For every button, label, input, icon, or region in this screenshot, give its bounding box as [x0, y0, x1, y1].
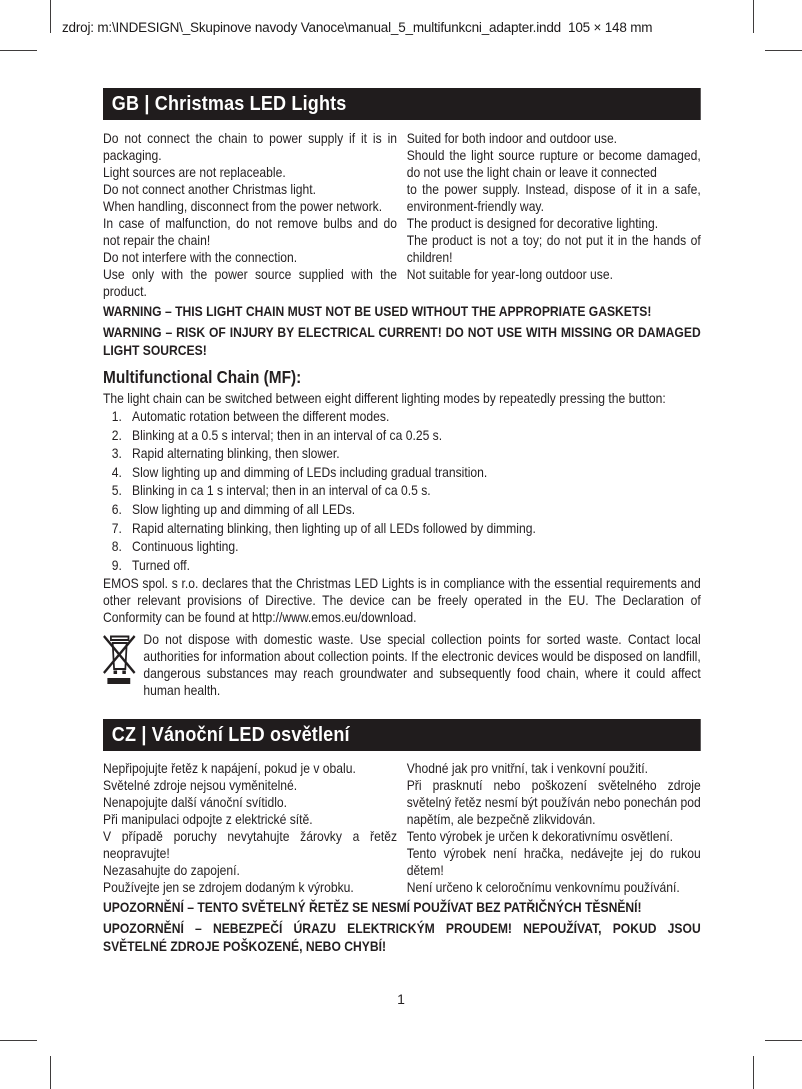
crop-mark-bottom-right-horizontal	[765, 1040, 802, 1041]
instruction-paragraph: Use only with the power source supplied with the product.	[103, 267, 398, 299]
manual-page-content	[103, 88, 701, 956]
crop-mark-top-right-horizontal	[765, 50, 802, 51]
instruction-paragraph: Světelné zdroje nejsou vyměnitelné.	[103, 778, 298, 794]
lighting-mode-item: Slow lighting up and dimming of all LEDs.	[132, 501, 356, 517]
cz-left-column	[103, 760, 397, 896]
instruction-paragraph: Nenapojujte další vánoční svítidlo.	[103, 795, 288, 811]
crop-mark-bottom-left-horizontal	[0, 1040, 37, 1041]
instruction-paragraph: to the power supply. Instead, dispose of it in a safe, environment-friendly way.	[406, 182, 701, 214]
lighting-mode-item: Blinking at a 0.5 s interval; then in an interval of ca 0.25 s.	[132, 427, 443, 443]
lighting-mode-item: Automatic rotation between the different modes.	[132, 409, 390, 424]
instruction-paragraph: The product is not a toy; do not put it in the hands of children!	[406, 233, 701, 265]
cz-two-column-block	[103, 760, 701, 896]
section-header-cz: CZ | Vánoční LED osvětlení	[103, 719, 701, 751]
gb-left-column	[103, 130, 397, 300]
instruction-paragraph: Při prasknutí nebo poškození světelného zdroje světelný řetěz nesmí být používán nebo ponechán pod napětím, ale bezpečně zlikvidován.	[406, 778, 701, 828]
instruction-paragraph: Do not interfere with the connection.	[103, 250, 298, 265]
instruction-paragraph: Should the light source rupture or become damaged, do not use the light chain or leave it connected	[406, 148, 701, 180]
weee-disposal-block	[103, 631, 701, 699]
instruction-paragraph: When handling, disconnect from the power network.	[103, 199, 383, 214]
instruction-paragraph: Light sources are not replaceable.	[103, 165, 286, 180]
lighting-mode-item: Rapid alternating blinking, then slower.	[132, 446, 340, 462]
lighting-mode-item: Continuous lighting.	[132, 539, 239, 555]
instruction-paragraph: Do not connect another Christmas light.	[103, 182, 317, 197]
gb-warning-gaskets: WARNING – THIS LIGHT CHAIN MUST NOT BE USED WITHOUT THE APPROPRIATE GASKETS!	[103, 304, 652, 319]
instruction-paragraph: Není určeno k celoročnímu venkovnímu používání.	[406, 880, 680, 896]
page-number: 1	[397, 991, 405, 1007]
instruction-paragraph: Tento výrobek je určen k dekorativnímu osvětlení.	[406, 829, 673, 845]
instruction-paragraph: Při manipulaci odpojte z elektrické sítě.	[103, 812, 313, 828]
section-header-gb: GB | Christmas LED Lights	[103, 88, 701, 120]
crop-mark-bottom-left-vertical	[50, 1056, 51, 1089]
lighting-mode-item: Rapid alternating blinking, then lighting up of all LEDs followed by dimming.	[132, 520, 536, 536]
instruction-paragraph: Not suitable for year-long outdoor use.	[406, 267, 613, 282]
instruction-paragraph: Nezasahujte do zapojení.	[103, 863, 240, 879]
instruction-paragraph: The product is designed for decorative lighting.	[406, 216, 659, 231]
instruction-paragraph: Suited for both indoor and outdoor use.	[406, 131, 618, 146]
multifunctional-chain-heading: Multifunctional Chain (MF):	[103, 367, 302, 387]
cz-right-column	[407, 760, 701, 896]
instruction-paragraph: V případě poruchy nevytahujte žárovky a řetěz neopravujte!	[103, 829, 398, 862]
instruction-paragraph: In case of malfunction, do not remove bulbs and do not repair the chain!	[103, 216, 398, 248]
instruction-paragraph: Vhodné jak pro vnitřní, tak i venkovní použití.	[406, 761, 649, 777]
mf-intro-paragraph: The light chain can be switched between eight different lighting modes by repeatedly pressing the button:	[103, 391, 666, 406]
cz-warning-electrical: UPOZORNĚNÍ – NEBEZPEČÍ ÚRAZU ELEKTRICKÝM PROUDEM! NEPOUŽÍVAT, POKUD JSOU SVĚTELNÉ ZDROJE POŠKOZENÉ, NEBO CHYBÍ!	[103, 921, 701, 955]
lighting-mode-item: Blinking in ca 1 s interval; then in an interval of ca 0.5 s.	[132, 483, 431, 499]
emos-declaration-paragraph: EMOS spol. s r.o. declares that the Christmas LED Lights is in compliance with the essential requirements and other relevant provisions of Directive. The device can be freely operated in the EU. The Declaration of Conformity can be found at http://www.emos.eu/download.	[103, 576, 701, 626]
crop-mark-top-right-vertical	[753, 0, 754, 33]
gb-two-column-block	[103, 130, 701, 300]
lighting-modes-list	[103, 408, 701, 575]
crop-mark-top-left-vertical	[50, 0, 51, 33]
gb-warning-electrical: WARNING – RISK OF INJURY BY ELECTRICAL CURRENT! DO NOT USE WITH MISSING OR DAMAGED LIGHT SOURCES!	[103, 325, 701, 358]
lighting-mode-item: Slow lighting up and dimming of LEDs including gradual transition.	[132, 464, 488, 480]
crop-mark-bottom-right-vertical	[753, 1056, 754, 1089]
cz-warning-gaskets: UPOZORNĚNÍ – TENTO SVĚTELNÝ ŘETĚZ SE NESMÍ POUŽÍVAT BEZ PATŘIČNÝCH TĚSNĚNÍ!	[103, 900, 642, 916]
instruction-paragraph: Používejte jen se zdrojem dodaným k výrobku.	[103, 880, 354, 896]
crop-mark-top-left-horizontal	[0, 50, 37, 51]
gb-right-column	[407, 130, 701, 300]
lighting-mode-item: Turned off.	[132, 557, 190, 573]
source-path-line: zdroj: m:\INDESIGN\_Skupinove navody Vanoce\manual_5_multifunkcni_adapter.indd 105 × 148 mm	[62, 20, 653, 35]
instruction-paragraph: Nepřipojujte řetěz k napájení, pokud je v obalu.	[103, 761, 356, 777]
instruction-paragraph: Tento výrobek není hračka, nedávejte jej do rukou dětem!	[406, 846, 701, 879]
weee-disposal-text: Do not dispose with domestic waste. Use special collection points for sorted waste. Contact local authorities for information about collection points. If the electronic devices would be disposed on landfill, dangerous substances may reach groundwater and subsequently food chain, where it could affect human health.	[143, 632, 701, 699]
weee-crossed-bin-icon	[103, 633, 136, 685]
instruction-paragraph: Do not connect the chain to power supply if it is in packaging.	[103, 131, 398, 163]
